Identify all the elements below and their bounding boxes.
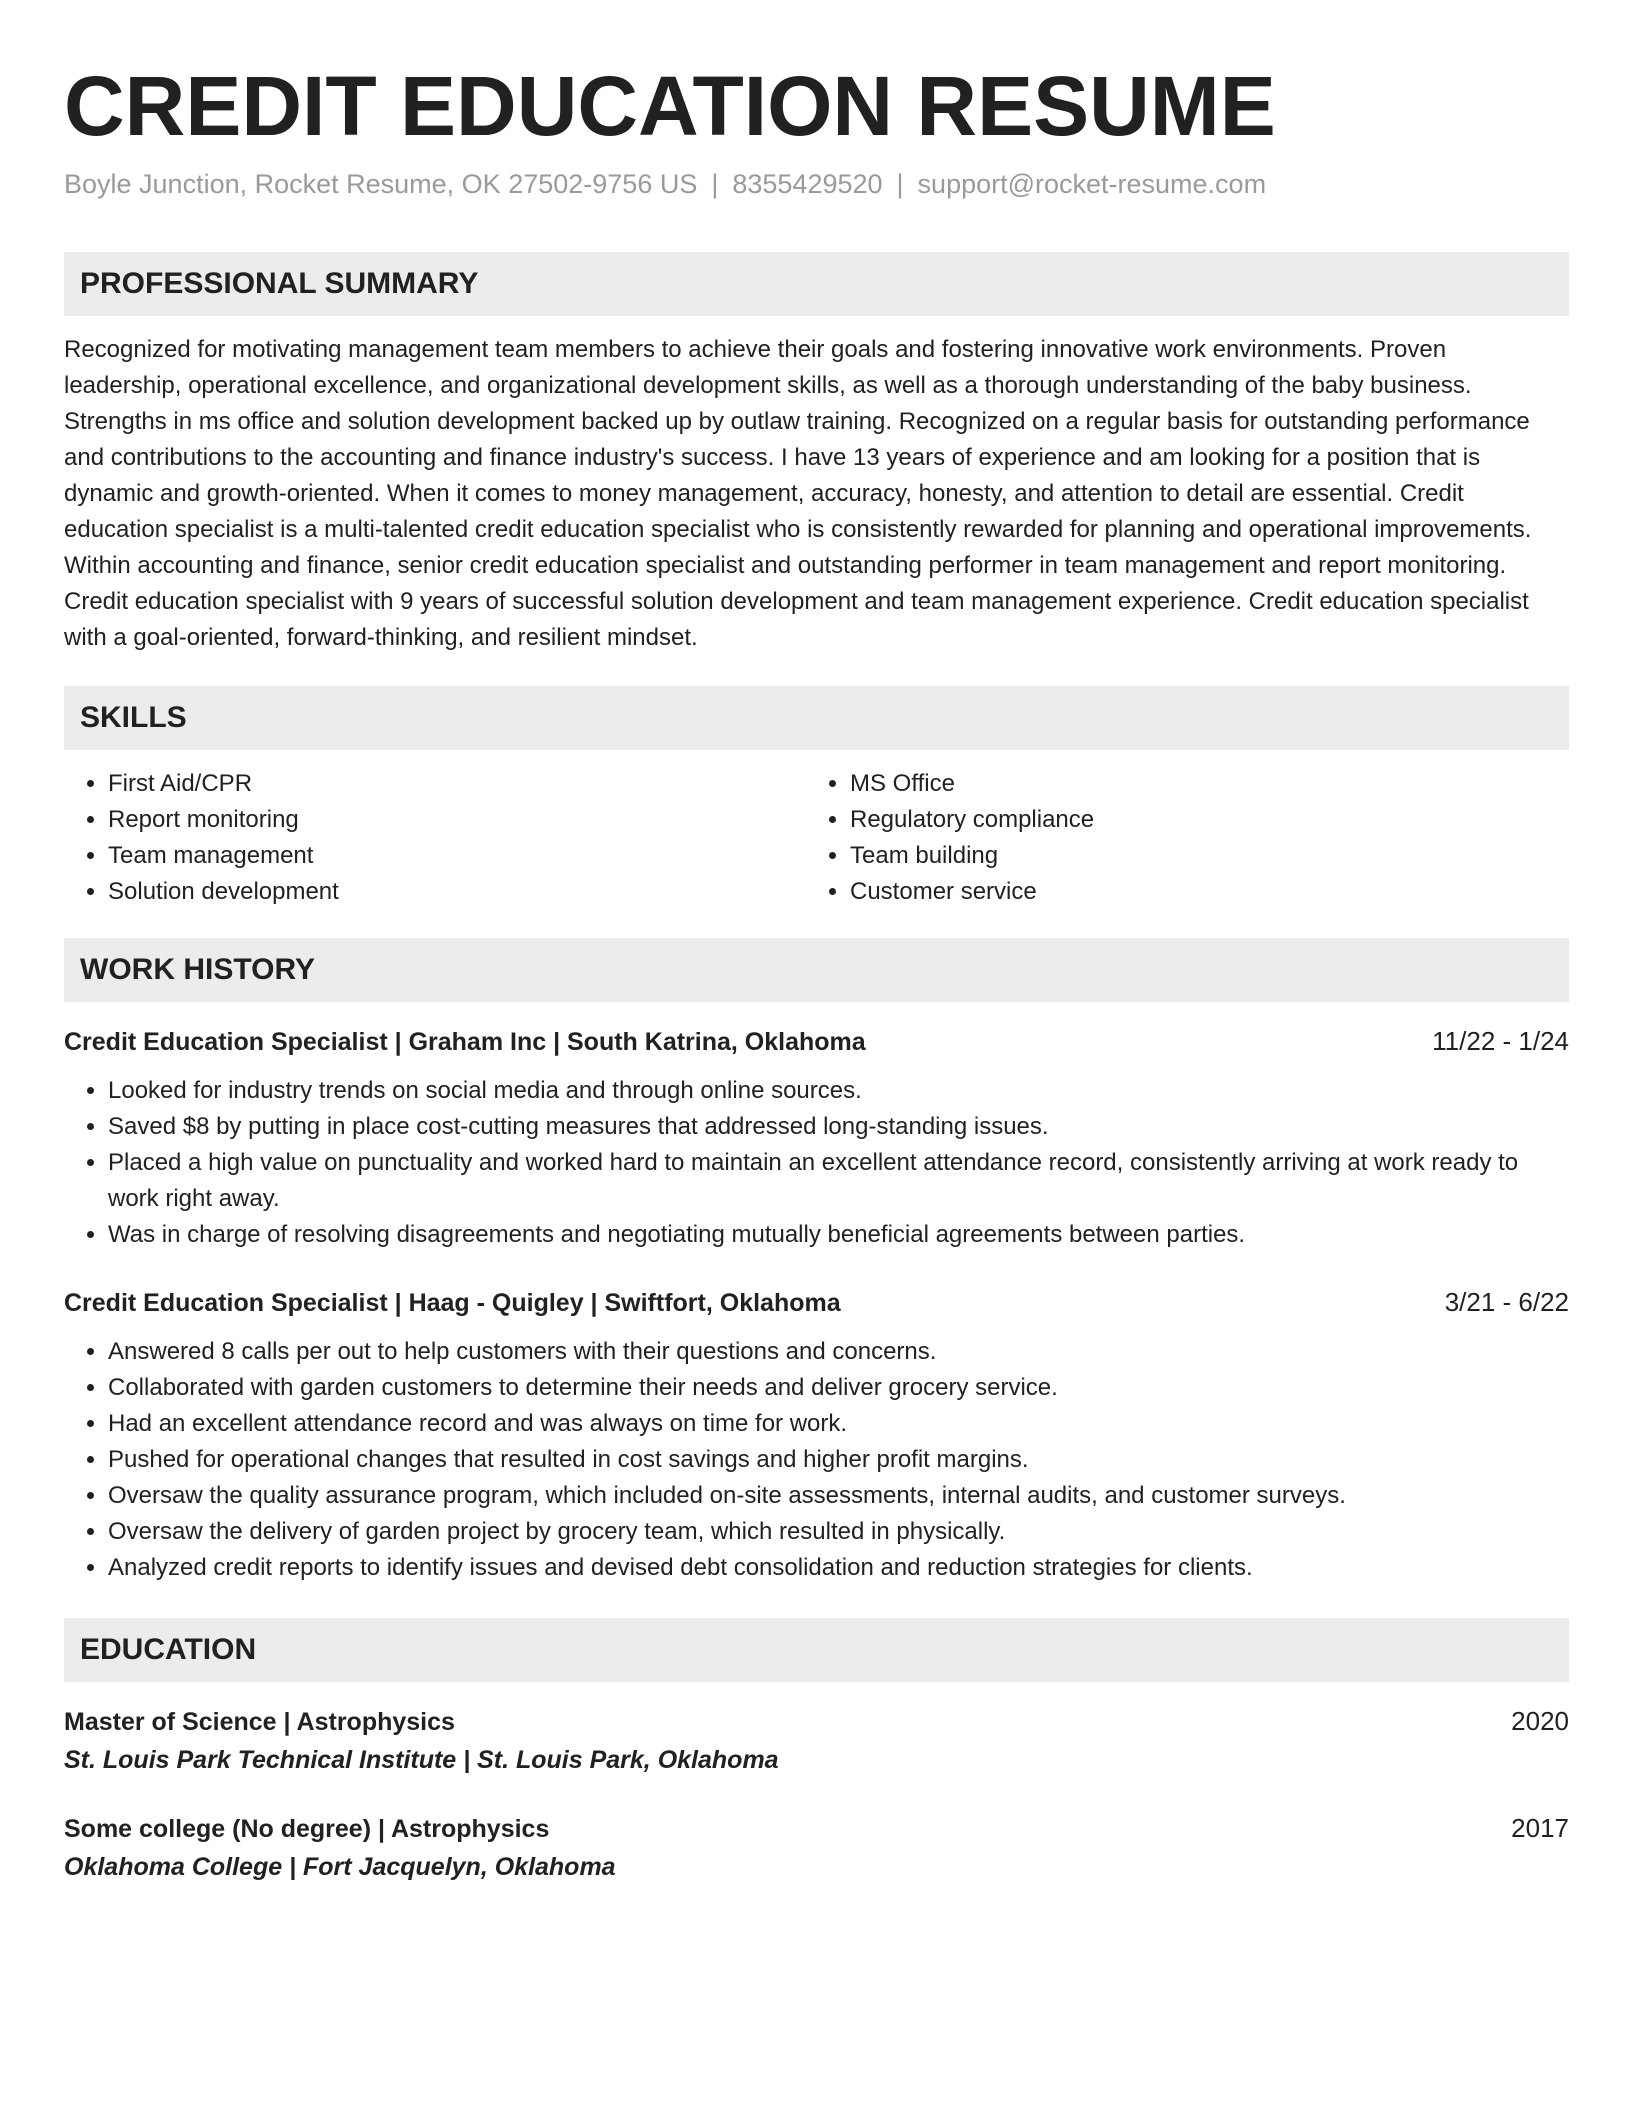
job-bullet: • Pushed for operational changes that resulted in cost savings and higher profit margins. xyxy=(108,1442,1569,1478)
summary-text: Recognized for motivating management team members to achieve their goals and fostering innovative work environments. Proven leadership, operational excellence, and organizational development skills, as well as a thorough understanding of the baby business. Strengths in ms office and solution development backed up by outlaw training. Recognized on a regular basis for outstanding performance and contributions to the accounting and finance industry's success. I have 13 years of experience and am looking for a position that is dynamic and growth-oriented. When it comes to money management, accuracy, honesty, and attention to detail are essential. Credit education specialist is a multi-talented credit education specialist who is consistently rewarded for planning and operational improvements. Within accounting and finance, senior credit education specialist and outstanding performer in team management and report monitoring. Credit education specialist with 9 years of successful solution development and team management experience. Credit education specialist with a goal-oriented, forward-thinking, and resilient mindset. xyxy=(64,336,1532,651)
job-bullets xyxy=(64,1334,1569,1586)
job-bullet: • Had an excellent attendance record and was always on time for work. xyxy=(108,1406,1569,1442)
education-year: 2017 xyxy=(1511,1813,1569,1843)
skill-item: • Team management xyxy=(108,838,806,874)
education-degree: Master of Science | Astrophysics xyxy=(64,1708,455,1736)
job-bullet: • Oversaw the quality assurance program, which included on-site assessments, internal audits, and customer surveys. xyxy=(108,1478,1569,1514)
skill-item: • MS Office xyxy=(850,766,1548,802)
contact-separator: | xyxy=(711,169,719,199)
education-header xyxy=(64,1702,1569,1741)
skill-item: • Customer service xyxy=(850,874,1548,910)
contact-email: support@rocket-resume.com xyxy=(917,169,1267,199)
job-bullet: • Placed a high value on punctuality and worked hard to maintain an excellent attendance record, consistently arriving at work ready to work right away. xyxy=(108,1145,1569,1217)
contact-address: Boyle Junction, Rocket Resume, OK 27502-9756 US xyxy=(64,169,698,199)
job-header xyxy=(64,1283,1569,1322)
job-entry xyxy=(64,1283,1569,1586)
job-entry xyxy=(64,1022,1569,1253)
job-bullet: • Answered 8 calls per out to help customers with their questions and concerns. xyxy=(108,1334,1569,1370)
job-header xyxy=(64,1022,1569,1061)
job-dates: 11/22 - 1/24 xyxy=(1432,1026,1569,1056)
contact-phone: 8355429520 xyxy=(732,169,883,199)
job-bullet: • Looked for industry trends on social media and through online sources. xyxy=(108,1073,1569,1109)
contact-separator: | xyxy=(896,169,904,199)
skills-column-right xyxy=(806,766,1548,910)
skills-column-left xyxy=(64,766,806,910)
skill-item: • Team building xyxy=(850,838,1548,874)
skills-grid xyxy=(64,766,1569,910)
education-header xyxy=(64,1809,1569,1848)
job-title: Credit Education Specialist | Graham Inc | South Katrina, Oklahoma xyxy=(64,1028,866,1056)
education-entry xyxy=(64,1809,1569,1886)
resume-title: CREDIT EDUCATION RESUME xyxy=(64,59,1276,153)
section-heading-summary: PROFESSIONAL SUMMARY xyxy=(64,252,1569,316)
section-heading-skills: SKILLS xyxy=(64,686,1569,750)
skill-item: • Solution development xyxy=(108,874,806,910)
section-heading-education: EDUCATION xyxy=(64,1618,1569,1682)
education-year: 2020 xyxy=(1511,1706,1569,1736)
resume-page xyxy=(64,56,1569,1886)
job-title: Credit Education Specialist | Haag - Quigley | Swiftfort, Oklahoma xyxy=(64,1289,841,1317)
education-degree: Some college (No degree) | Astrophysics xyxy=(64,1815,550,1843)
job-bullet: • Was in charge of resolving disagreements and negotiating mutually beneficial agreements between parties. xyxy=(108,1217,1569,1253)
education-school: Oklahoma College | Fort Jacquelyn, Oklahoma xyxy=(64,1853,616,1881)
job-dates: 3/21 - 6/22 xyxy=(1444,1287,1569,1317)
skill-item: • Regulatory compliance xyxy=(850,802,1548,838)
education-entry xyxy=(64,1702,1569,1779)
job-bullet: • Oversaw the delivery of garden project by grocery team, which resulted in physically. xyxy=(108,1514,1569,1550)
job-bullets xyxy=(64,1073,1569,1253)
skill-item: • Report monitoring xyxy=(108,802,806,838)
section-heading-work-history: WORK HISTORY xyxy=(64,938,1569,1002)
job-bullet: • Collaborated with garden customers to determine their needs and deliver grocery service. xyxy=(108,1370,1569,1406)
contact-line xyxy=(64,164,1569,204)
education-school: St. Louis Park Technical Institute | St. Louis Park, Oklahoma xyxy=(64,1746,779,1774)
skill-item: • First Aid/CPR xyxy=(108,766,806,802)
job-bullet: • Analyzed credit reports to identify issues and devised debt consolidation and reduction strategies for clients. xyxy=(108,1550,1569,1586)
job-bullet: • Saved $8 by putting in place cost-cutting measures that addressed long-standing issues. xyxy=(108,1109,1569,1145)
